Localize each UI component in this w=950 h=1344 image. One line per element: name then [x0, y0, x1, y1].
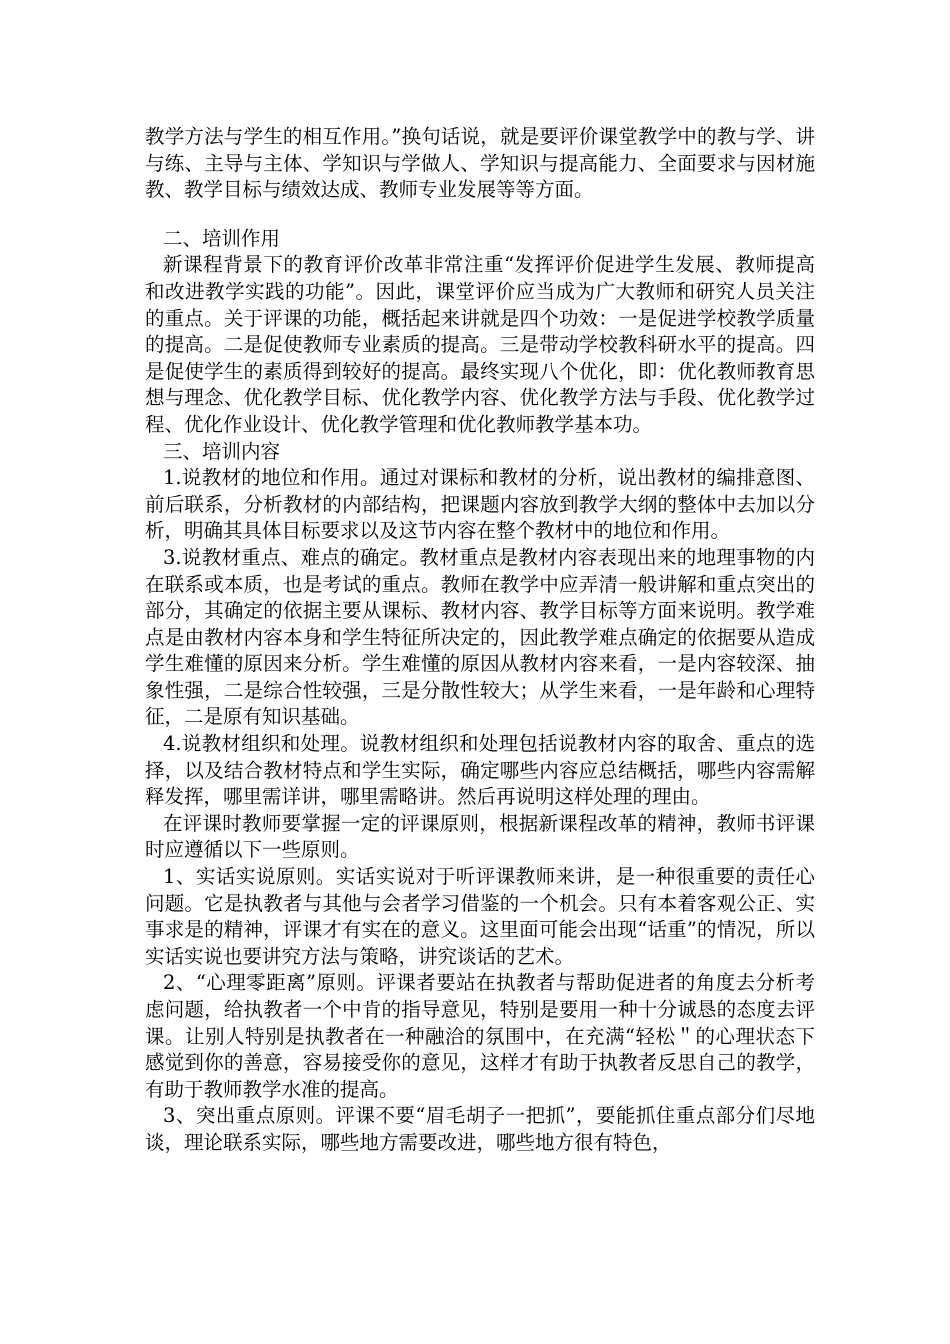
principle-3-paragraph: 3、突出重点原则。评课不要“眉毛胡子一把抓”，要能抓住重点部分们尽地谈，理论联系实际，哪些地方需要改进，哪些地方很有特色，	[145, 1104, 815, 1154]
intro-paragraph: 教学方法与学生的相互作用。”换句话说，就是要评价课堂教学中的教与学、讲与练、主导与主体、学知识与学做人、学知识与提高能力、全面要求与因材施教、教学目标与绩效达成、教师专业发展等等方面。	[145, 125, 815, 202]
section-heading-training-role: 二、培训作用	[163, 226, 281, 250]
paragraph-gap	[145, 204, 815, 226]
content-item-1: 1.说教材的地位和作用。通过对课标和教材的分析，说出教材的编排意图、前后联系，分析教材的内部结构，把课题内容放到教学大纲的整体中去加以分析，明确其具体目标要求以及这节内容在整个教材中的地位和作用。	[145, 466, 815, 543]
content-item-3: 3.说教材重点、难点的确定。教材重点是教材内容表现出来的地理事物的内在联系或本质，也是考试的重点。教师在教学中应弄清一般讲解和重点突出的部分，其确定的依据主要从课标、教材内容、教学目标等方面来说明。教学难点是由教材内容本身和学生特征所决定的，因此教学难点确定的依据要从造成学生难懂的原因来分析。学生难懂的原因从教材内容来看，一是内容较深、抽象性强，二是综合性较强，三是分散性较大；从学生来看，一是年龄和心理特征，二是原有知识基础。	[145, 545, 815, 729]
section-heading-training-content: 三、培训内容	[163, 439, 281, 463]
content-item-4: 4.说教材组织和处理。说教材组织和处理包括说教材内容的取舍、重点的选择，以及结合教材特点和学生实际，确定哪些内容应总结概括，哪些内容需解释发挥，哪里需详讲，哪里需略讲。然后再说明这样处理的理由。	[145, 732, 815, 809]
principle-1-paragraph: 1、实话实说原则。实话实说对于听评课教师来讲，是一种很重要的责任心问题。它是执教者与其他与会者学习借鉴的一个机会。只有本着客观公正、实事求是的精神，评课才有实在的意义。这里面可能会出现“话重”的情况，所以实话实说也要讲究方法与策略，讲究谈话的艺术。	[145, 865, 815, 968]
principle-2-paragraph: 2、“心理零距离”原则。评课者要站在执教者与帮助促进者的角度去分析考虑问题，给执教者一个中肯的指导意见，特别是要用一种十分诚恳的态度去评课。让别人特别是执教者在一种融洽的氛围中，在充满“轻松＂的心理状态下感觉到你的善意，容易接受你的意见，这样才有助于执教者反思自己的教学，有助于教师教学水准的提高。	[145, 971, 815, 1101]
training-role-paragraph: 新课程背景下的教育评价改革非常注重“发挥评价促进学生发展、教师提高和改进教学实践的功能”。因此，课堂评价应当成为广大教师和研究人员关注的重点。关于评课的功能，概括起来讲就是四个功效：一是促进学校教学质量的提高。二是促使教师专业素质的提高。三是带动学校教科研水平的提高。四是促使学生的素质得到较好的提高。最终实现八个优化，即：优化教师教育思想与理念、优化教学目标、优化教学内容、优化教学方法与手段、优化教学过程、优化作业设计、优化教学管理和优化教师教学基本功。	[145, 253, 815, 436]
document-page	[145, 124, 815, 1157]
principles-intro-paragraph: 在评课时教师要掌握一定的评课原则，根据新课程改革的精神，教师书评课时应遵循以下一些原则。	[145, 811, 815, 862]
